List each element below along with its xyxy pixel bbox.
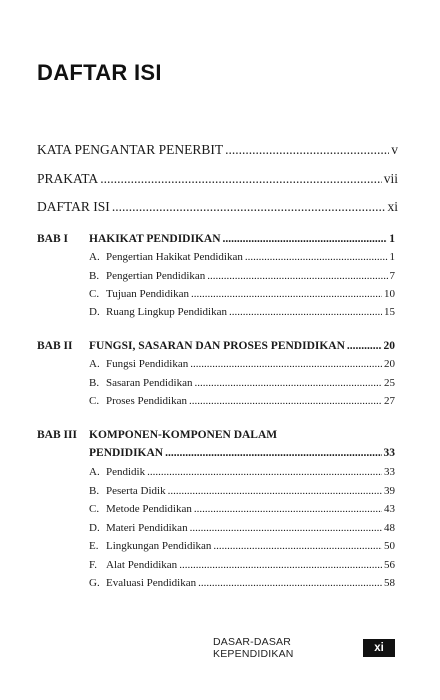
section-letter: C. [89,503,100,515]
dot-leader [229,306,382,318]
section-label: Alat Pendidikan [106,559,178,571]
toc-chapter-bab-3[interactable] [37,429,395,441]
dot-leader [168,485,382,497]
section-page: 39 [384,485,395,497]
section-label: Proses Pendidikan [106,395,187,407]
chapter-number: BAB III [37,429,77,441]
section-letter: G. [89,577,100,589]
dot-leader [213,540,382,552]
dot-leader [198,577,382,589]
section-letter: C. [89,395,100,407]
running-footer-title: DASAR-DASAR KEPENDIDIKAN [213,636,294,660]
toc-entry-label: DAFTAR ISI [37,199,110,214]
toc-section[interactable] [89,559,395,571]
toc-chapter-bab-2[interactable] [37,340,395,352]
section-label: Pengertian Pendidikan [106,270,206,282]
toc-entry-prakata[interactable] [37,171,398,187]
toc-entry-daftar-isi[interactable] [37,199,398,215]
toc-chapter-bab-1[interactable] [37,233,395,245]
toc-section[interactable] [89,358,395,370]
section-page: 48 [384,522,395,534]
section-label: Materi Pendidikan [106,522,188,534]
dot-leader [179,559,382,571]
section-page: 56 [384,559,395,571]
section-letter: A. [89,251,100,263]
dot-leader [100,171,382,187]
dot-leader [223,233,388,245]
section-label: Peserta Didik [106,485,166,497]
section-label: Evaluasi Pendidikan [106,577,197,589]
toc-section[interactable] [89,466,395,478]
toc-entry-page: xi [387,199,398,214]
toc-entry-kata-pengantar[interactable] [37,142,398,158]
dot-leader [245,251,388,263]
page-footer [213,636,395,660]
chapter-page: 1 [389,233,395,245]
dot-leader [165,447,381,459]
toc-section[interactable] [89,395,395,407]
chapter-page: 33 [383,447,395,459]
dot-leader [147,466,382,478]
section-page: 10 [384,288,395,300]
section-page: 43 [384,503,395,515]
chapter-title: FUNGSI, SASARAN DAN PROSES PENDIDIKAN [89,340,345,352]
section-label: Pengertian Hakikat Pendidikan [106,251,243,263]
dot-leader [191,288,382,300]
toc-section[interactable] [89,485,395,497]
chapter-page: 20 [383,340,395,352]
toc-section[interactable] [89,251,395,263]
dot-leader [207,270,387,282]
section-page: 15 [384,306,395,318]
toc-section[interactable] [89,503,395,515]
chapter-number: BAB II [37,340,73,352]
dot-leader [194,377,382,389]
chapter-title: HAKIKAT PENDIDIKAN [89,233,221,245]
section-page: 33 [384,466,395,478]
toc-section[interactable] [89,270,395,282]
toc-section[interactable] [89,288,395,300]
section-letter: C. [89,288,100,300]
section-label: Sasaran Pendidikan [106,377,193,389]
section-label: Ruang Lingkup Pendidikan [106,306,227,318]
toc-entry-page: v [391,142,398,157]
dot-leader [194,503,382,515]
section-label: Lingkungan Pendidikan [106,540,212,552]
toc-section[interactable] [89,377,395,389]
toc-entry-page: vii [383,171,398,186]
section-label: Fungsi Pendidikan [106,358,189,370]
section-letter: B. [89,377,100,389]
dot-leader [190,522,382,534]
dot-leader [347,340,382,352]
section-letter: B. [89,270,100,282]
section-label: Pendidik [106,466,146,478]
section-page: 7 [389,270,395,282]
dot-leader [112,199,386,215]
section-letter: B. [89,485,100,497]
page-title: DAFTAR ISI [37,60,162,85]
section-label: Metode Pendidikan [106,503,192,515]
section-letter: D. [89,306,100,318]
toc-chapter-bab-3-continued[interactable] [89,447,395,459]
section-page: 25 [384,377,395,389]
section-letter: F. [89,559,97,571]
section-letter: E. [89,540,99,552]
toc-section[interactable] [89,306,395,318]
page-number-badge: xi [363,639,395,657]
section-page: 50 [384,540,395,552]
toc-section[interactable] [89,522,395,534]
dot-leader [190,358,382,370]
section-page: 1 [389,251,395,263]
section-page: 27 [384,395,395,407]
chapter-title-continued: PENDIDIKAN [89,447,164,459]
chapter-number: BAB I [37,233,68,245]
toc-entry-label: PRAKATA [37,171,99,186]
section-label: Tujuan Pendidikan [106,288,190,300]
section-page: 58 [384,577,395,589]
section-letter: A. [89,466,100,478]
toc-section[interactable] [89,540,395,552]
toc-entry-label: KATA PENGANTAR PENERBIT [37,142,224,157]
section-page: 20 [384,358,395,370]
toc-section[interactable] [89,577,395,589]
dot-leader [189,395,382,407]
dot-leader [225,142,389,158]
chapter-title: KOMPONEN-KOMPONEN DALAM [89,429,278,441]
section-letter: A. [89,358,100,370]
section-letter: D. [89,522,100,534]
